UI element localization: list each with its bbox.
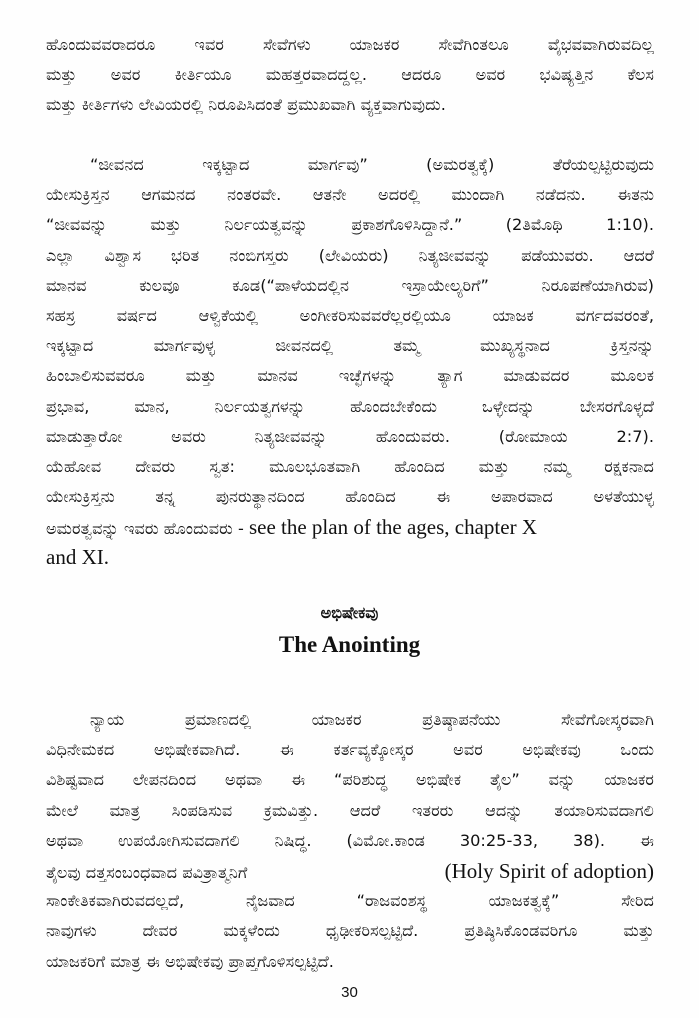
text-line: ಮೇಲೆ ಮಾತ್ರ ಸಿಂಪಡಿಸುವ ಕ್ರಮವಿತ್ತು. ಆದರೆ ಇತರರು ಆದನ್ನು ತಯಾರಿಸುವದಾಗಲಿ <box>46 800 654 820</box>
paragraph-1 <box>46 30 654 121</box>
text-line: ಮಾನವ ಕುಲವೂ ಕೂಡ(“ಪಾಳೆಯದಲ್ಲಿನ ಇಸ್ರಾಯೇಲ್ಯರಿಗೆ” ನಿರೂಪಣೆಯಾಗಿರುವ) <box>46 275 654 295</box>
text-line-mixed <box>46 512 654 542</box>
text-line: ವಿಶಿಷ್ಟವಾದ ಲೇಪನದಿಂದ ಅಥವಾ ಈ “ಪರಿಶುದ್ಧ ಅಭಿಷೇಕ ತೈಲ” ವನ್ನು ಯಾಜಕರ <box>46 770 654 790</box>
text-line: ಪ್ರಭಾವ, ಮಾನ, ನಿರ್ಲಯತ್ವಗಳನ್ನು ಹೊಂದಬೇಕೆಂದು ಒಳ್ಳೇದನ್ನು ಬೇಸರಗೊಳ್ಳದೆ <box>46 396 654 416</box>
text-line: ಯೇಸುಕ್ರಿಸ್ತನು ತನ್ನ ಪುನರುತ್ಥಾನದಿಂದ ಹೊಂದಿದ ಈ ಅಪಾರವಾದ ಅಳತೆಯುಳ್ಳ <box>46 487 654 507</box>
text-line: “ಜೀವವನ್ನು ಮತ್ತು ನಿರ್ಲಯತ್ವವನ್ನು ಪ್ರಕಾಶಗೊಳಿಸಿದ್ದಾನೆ.” (2ತಿಮೊಥಿ 1:10). <box>46 215 654 235</box>
text-line: ಹೊಂದುವವರಾದರೂ ಇವರ ಸೇವೆಗಳು ಯಾಜಕರ ಸೇವೆಗಿಂತಲೂ ವೈಭವವಾಗಿರುವದಿಲ್ಲ <box>46 35 654 54</box>
text-line: ಅಥವಾ ಉಪಯೋಗಿಸುವದಾಗಲಿ ನಿಷಿದ್ಧ. (ವಿಮೋ.ಕಾಂಡ 30:25-33, 38). ಈ <box>46 830 654 850</box>
text-line: ನ್ಯಾಯ ಪ್ರಮಾಣದಲ್ಲಿ ಯಾಜಕರ ಪ್ರತಿಷ್ಠಾಪನೆಯು ಸೇವೆಗೋಸ್ಕರವಾಗಿ <box>90 710 654 729</box>
text-line: ಹಿಂಬಾಲಿಸುವವರೂ ಮತ್ತು ಮಾನವ ಇಚ್ಛೆಗಳನ್ನು ತ್ಯಾಗ ಮಾಡುವದರ ಮೂಲಕ <box>46 366 654 386</box>
page-number: 30 <box>341 984 358 1001</box>
text-line: ಯೇಸುಕ್ರಿಸ್ತನ ಆಗಮನದ ನಂತರವೇ. ಆತನೇ ಅದರಲ್ಲಿ ಮುಂದಾಗಿ ನಡೆದನು. ಈತನು <box>46 185 654 205</box>
paragraph-3 <box>46 705 654 977</box>
text-line: ಮತ್ತು ಕೀರ್ತಿಗಳು ಲೇವಿಯರಲ್ಲಿ ನಿರೂಪಿಸಿದಂತೆ ಪ್ರಮುಖವಾಗಿ ವ್ಯಕ್ತವಾಗುವುದು. <box>46 95 446 115</box>
text-line: “ಜೀವನದ ಇಕ್ಕಟ್ಟಾದ ಮಾರ್ಗವು” (ಅಮರತ್ವಕ್ಕೆ) ತೆರೆಯಲ್ಪಟ್ಟಿರುವುದು <box>90 155 654 174</box>
text-line: ನಾವುಗಳು ದೇವರ ಮಕ್ಕಳೆಂದು ಧೃಢೀಕರಿಸಲ್ಪಟ್ಟಿದೆ. ಪ್ರತಿಷ್ಠಿಸಿಕೊಂಡವರಿಗೂ ಮತ್ತು <box>46 921 654 941</box>
section-heading-english: The Anointing <box>278 632 421 657</box>
paragraph-2 <box>46 150 654 573</box>
section-heading-kannada: ಅಭಿಷೇಕವು <box>320 603 379 622</box>
text-english-phrase: (Holy Spirit of adoption) <box>444 858 654 883</box>
text-english-reference: see the plan of the ages, chapter X <box>248 515 537 540</box>
text-line: ಸಾಂಕೇತಿಕವಾಗಿರುವದಲ್ಲದೆ, ನೈಜವಾದ “ರಾಜವಂಶಸ್ಥ ಯಾಜಕತ್ವಕ್ಕೆ” ಸೇರಿದ <box>46 891 654 911</box>
text-line: ವಿಧಿನೇಮಕದ ಅಭಿಷೇಕವಾಗಿದೆ. ಈ ಕರ್ತವ್ಯಕ್ಕೋಸ್ಕರ ಅವರ ಅಭಿಷೇಕವು ಒಂದು <box>46 740 654 760</box>
text-kannada: ತೈಲವು ದತ್ತಸಂಬಂಧವಾದ ಪವಿತ್ರಾತ್ಮನಿಗೆ <box>46 862 248 882</box>
text-line: ಯಾಜಕರಿಗೆ ಮಾತ್ರ ಈ ಅಭಿಷೇಕವು ಪ್ರಾಪ್ತಗೊಳಿಸಲ್ಪಟ್ಟಿದೆ. <box>46 951 334 971</box>
text-line-mixed <box>46 856 654 886</box>
text-line: ಎಲ್ಲಾ ವಿಶ್ವಾಸ ಭರಿತ ನಂಬಿಗಸ್ತರು (ಲೇವಿಯರು) ನಿತ್ಯಜೀವವನ್ನು ಪಡೆಯುವರು. ಆದರೆ <box>46 245 654 265</box>
text-line: ಸಹಸ್ರ ವರ್ಷದ ಆಳ್ವಿಕೆಯಲ್ಲಿ ಅಂಗೀಕರಿಸುವವರೆಲ್ಲರಲ್ಲಿಯೂ ಯಾಜಕ ವರ್ಗದವರಂತೆ, <box>46 305 654 325</box>
text-kannada: ಅಮರತ್ವವನ್ನು ಇವರು ಹೊಂದುವರು - <box>46 519 249 539</box>
text-line: ಇಕ್ಕಟ್ಟಾದ ಮಾರ್ಗವುಳ್ಳ ಜೀವನದಲ್ಲಿ ತಮ್ಮ ಮುಖ್ಯಸ್ಥನಾದ ಕ್ರಿಸ್ತನನ್ನು <box>46 336 654 356</box>
text-line: ಮತ್ತು ಅವರ ಕೀರ್ತಿಯೂ ಮಹತ್ತರವಾದದ್ದಲ್ಲ. ಆದರೂ ಅವರ ಭವಿಷ್ಯತ್ತಿನ ಕೆಲಸ <box>46 65 654 85</box>
text-line: ಯೆಹೋವ ದೇವರು ಸ್ವತ: ಮೂಲಭೂತವಾಗಿ ಹೊಂದಿದ ಮತ್ತು ನಮ್ಮ ರಕ್ಷಕನಾದ <box>46 456 654 476</box>
text-line: ಮಾಡುತ್ತಾರೋ ಅವರು ನಿತ್ಯಜೀವವನ್ನು ಹೊಂದುವರು. (ರೋಮಾಯ 2:7). <box>46 426 654 446</box>
text-line: and XI. <box>46 545 109 570</box>
